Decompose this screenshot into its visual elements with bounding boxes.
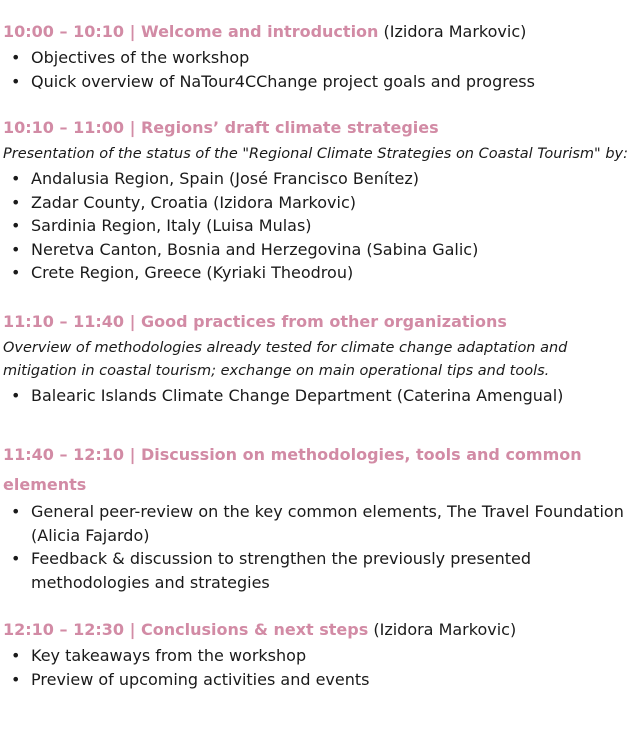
list-item (11, 191, 629, 215)
agenda-section-conclusions (3, 616, 629, 691)
bullet-icon: • (11, 71, 21, 91)
list-item-text: Neretva Canton, Bosnia and Herzegovina (Sabina Galic) (31, 239, 479, 259)
agenda-document (3, 18, 629, 691)
section-intro: Presentation of the status of the "Regional Climate Strategies on Coastal Tourism" by: (3, 146, 629, 162)
agenda-section-good-practices (3, 307, 629, 408)
section-intro: Overview of methodologies already tested for climate change adaptation and mitigation in coastal tourism; exchange on main operational tips and tools. (3, 339, 568, 379)
section-time-title: 10:10 – 11:00 | Regions’ draft climate strategies (3, 118, 439, 137)
list-item (11, 547, 629, 594)
list-item-text: Andalusia Region, Spain (José Francisco Benítez) (31, 169, 420, 188)
list-item-text: Zadar County, Croatia (Izidora Markovic) (31, 192, 356, 212)
list-item-text: General peer-review on the key common elements, The Travel Foundation (Alicia Fajardo) (31, 502, 624, 545)
list-item (11, 238, 629, 262)
bullet-icon: • (11, 646, 21, 665)
bullet-list (3, 644, 629, 691)
section-heading (3, 440, 629, 500)
section-heading (3, 616, 629, 644)
agenda-section-regions (3, 113, 629, 285)
bullet-icon: • (11, 216, 21, 235)
section-speaker: (Izidora Markovic) (378, 22, 527, 41)
bullet-icon: • (11, 502, 21, 521)
bullet-list (3, 46, 629, 93)
bullet-icon: • (11, 385, 21, 405)
section-heading (3, 18, 629, 46)
list-item-text: Sardinia Region, Italy (Luisa Mulas) (31, 216, 312, 235)
bullet-icon: • (11, 192, 21, 212)
section-time-title: 12:10 – 12:30 | Conclusions & next steps (3, 620, 369, 639)
bullet-list (3, 167, 629, 285)
list-item (11, 167, 629, 191)
section-time-title: 10:00 – 10:10 | Welcome and introduction (3, 22, 379, 41)
agenda-section-welcome (3, 18, 629, 93)
section-time-title: 11:10 – 11:40 | Good practices from other organizations (3, 311, 507, 331)
list-item (11, 668, 629, 692)
section-speaker: (Izidora Markovic) (368, 620, 517, 639)
bullet-icon: • (11, 48, 21, 67)
bullet-list (3, 384, 629, 408)
list-item-text: Key takeaways from the workshop (31, 646, 307, 665)
list-item (11, 261, 629, 285)
list-item-text: Objectives of the workshop (31, 48, 250, 67)
list-item-text: Quick overview of NaTour4CChange project goals and progress (31, 71, 535, 91)
bullet-list (3, 500, 629, 594)
list-item (11, 46, 629, 70)
list-item (11, 500, 629, 547)
list-item (11, 644, 629, 668)
section-time-title: 11:40 – 12:10 | Discussion on methodologies, tools and common elements (3, 445, 582, 494)
bullet-icon: • (11, 263, 21, 282)
list-item-text: Preview of upcoming activities and events (31, 669, 370, 689)
bullet-icon: • (11, 169, 21, 188)
list-item (11, 214, 629, 238)
section-heading (3, 307, 629, 337)
list-item-text: Balearic Islands Climate Change Department (Caterina Amengual) (31, 385, 564, 405)
list-item-text: Crete Region, Greece (Kyriaki Theodrou) (31, 263, 354, 282)
list-item (11, 70, 629, 94)
list-item-text: Feedback & discussion to strengthen the previously presented methodologies and strategies (31, 549, 532, 592)
bullet-icon: • (11, 549, 21, 568)
list-item (11, 384, 629, 408)
bullet-icon: • (11, 239, 21, 259)
bullet-icon: • (11, 669, 21, 689)
agenda-section-discussion (3, 440, 629, 594)
section-heading (3, 113, 629, 143)
